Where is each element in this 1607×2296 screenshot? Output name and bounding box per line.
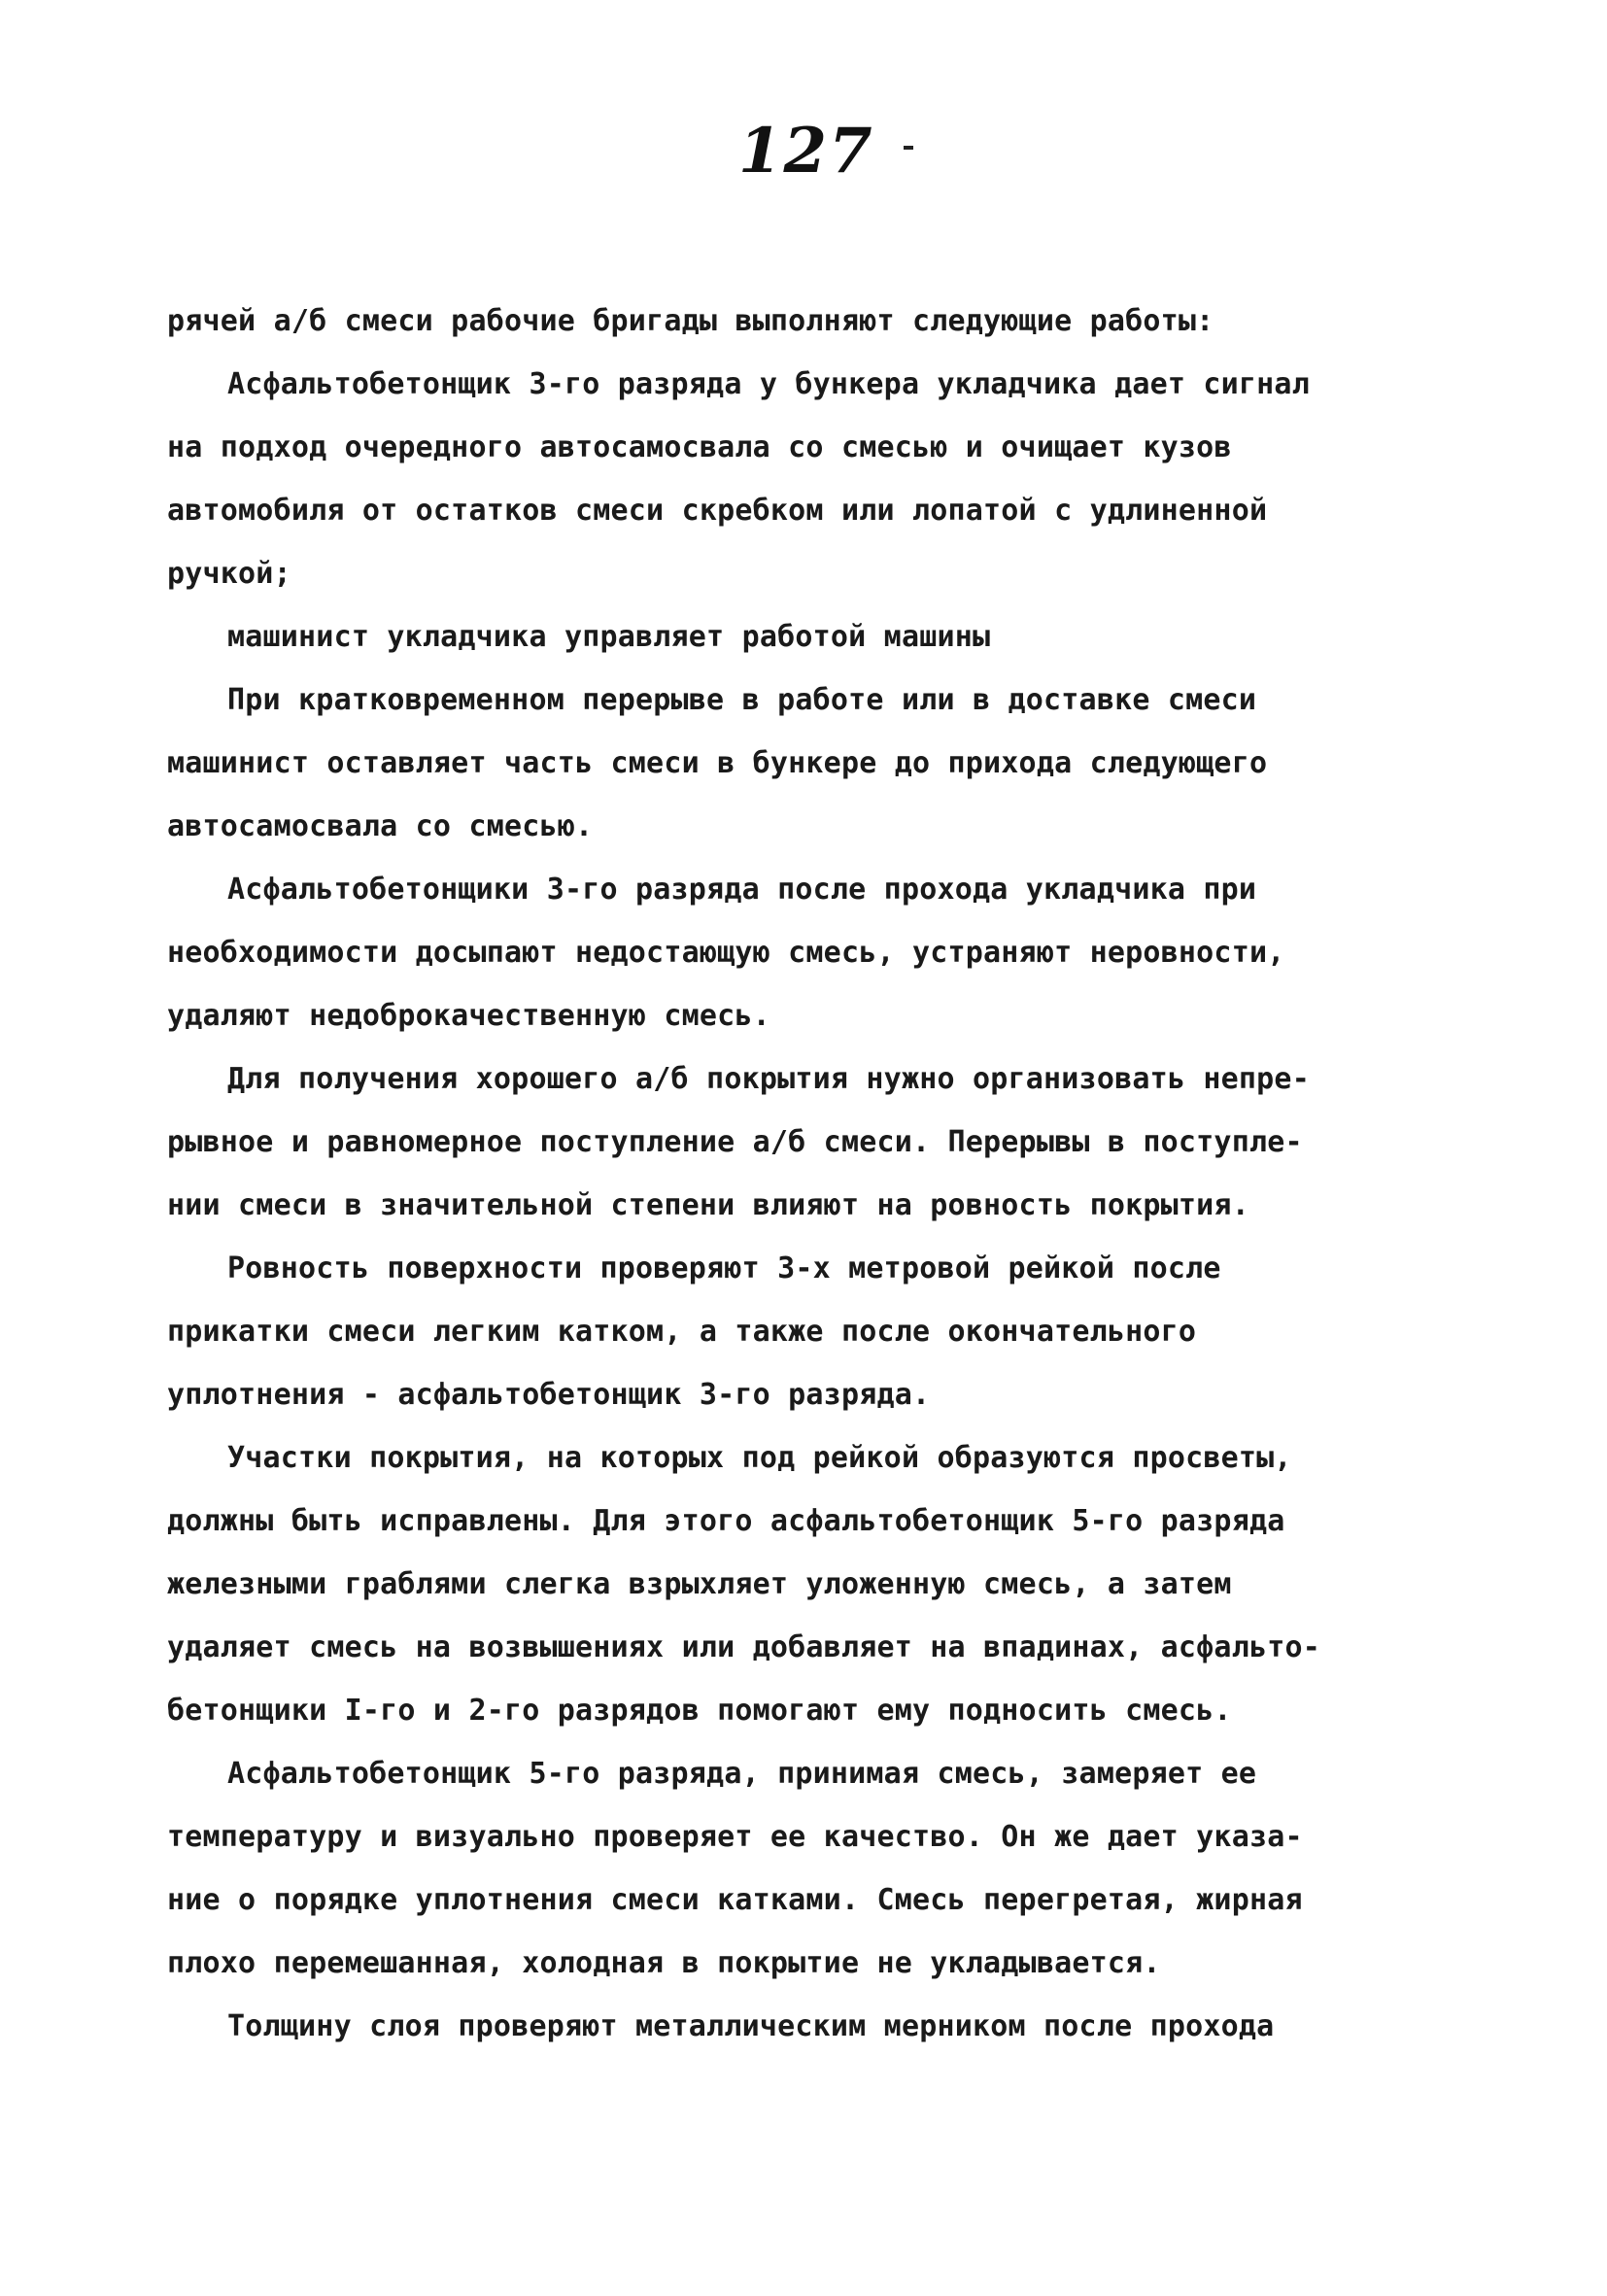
text-line: на подход очередного автосамосвала со смесью и очищает кузов xyxy=(167,430,1232,464)
text-line: Толщину слоя проверяют металлическим мерником после прохода xyxy=(227,2009,1275,2043)
text-line: автосамосвала со смесью. xyxy=(167,809,594,843)
page-number: 127 xyxy=(738,115,874,188)
text-line: При кратковременном перерыве в работе или в доставке смеси xyxy=(227,683,1257,717)
text-line: автомобиля от остатков смеси скребком или лопатой с удлиненной xyxy=(167,494,1268,528)
text-line: необходимости досыпают недостающую смесь, устраняют неровности, xyxy=(167,936,1285,970)
text-line: машинист укладчика управляет работой машины xyxy=(227,620,991,654)
text-line: Для получения хорошего а/б покрытия нужно организовать непре- xyxy=(227,1062,1310,1096)
text-line: рывное и равномерное поступление а/б смеси. Перерывы в поступле- xyxy=(167,1125,1303,1159)
text-line: уплотнения - асфальтобетонщик 3-го разряда. xyxy=(167,1378,931,1412)
document-body xyxy=(167,290,1440,2058)
text-line: Асфальтобетонщик 5-го разряда, принимая смесь, замеряет ее xyxy=(227,1757,1257,1791)
text-line: бетонщики I-го и 2-го разрядов помогают ему подносить смесь. xyxy=(167,1694,1232,1728)
text-line: плохо перемешанная, холодная в покрытие не укладывается. xyxy=(167,1946,1161,1980)
text-line: удаляет смесь на возвышениях или добавляет на впадинах, асфальто- xyxy=(167,1630,1320,1664)
text-line: Ровность поверхности проверяют 3-х метровой рейкой после xyxy=(227,1251,1221,1285)
text-line: Участки покрытия, на которых под рейкой образуются просветы, xyxy=(227,1441,1292,1475)
text-line: машинист оставляет часть смеси в бункере до прихода следующего xyxy=(167,746,1268,780)
text-line: прикатки смеси легким катком, а также после окончательного xyxy=(167,1315,1197,1349)
text-line: температуру и визуально проверяет ее качество. Он же дает указа- xyxy=(167,1820,1303,1854)
text-line: ручкой; xyxy=(167,557,291,591)
page-number-dash xyxy=(904,146,913,150)
text-line: нии смеси в значительной степени влияют на ровность покрытия. xyxy=(167,1188,1249,1222)
text-line: удаляют недоброкачественную смесь. xyxy=(167,999,770,1033)
text-line: Асфальтобетонщики 3-го разряда после прохода укладчика при xyxy=(227,873,1257,907)
text-line: Асфальтобетонщик 3-го разряда у бункера укладчика дает сигнал xyxy=(227,367,1310,401)
text-line: должны быть исправлены. Для этого асфальтобетонщик 5-го разряда xyxy=(167,1504,1285,1538)
text-line: железными граблями слегка взрыхляет уложенную смесь, а затем xyxy=(167,1567,1232,1601)
text-line: ние о порядке уплотнения смеси катками. Смесь перегретая, жирная xyxy=(167,1883,1303,1917)
text-line: рячей а/б смеси рабочие бригады выполняют следующие работы: xyxy=(167,304,1214,338)
